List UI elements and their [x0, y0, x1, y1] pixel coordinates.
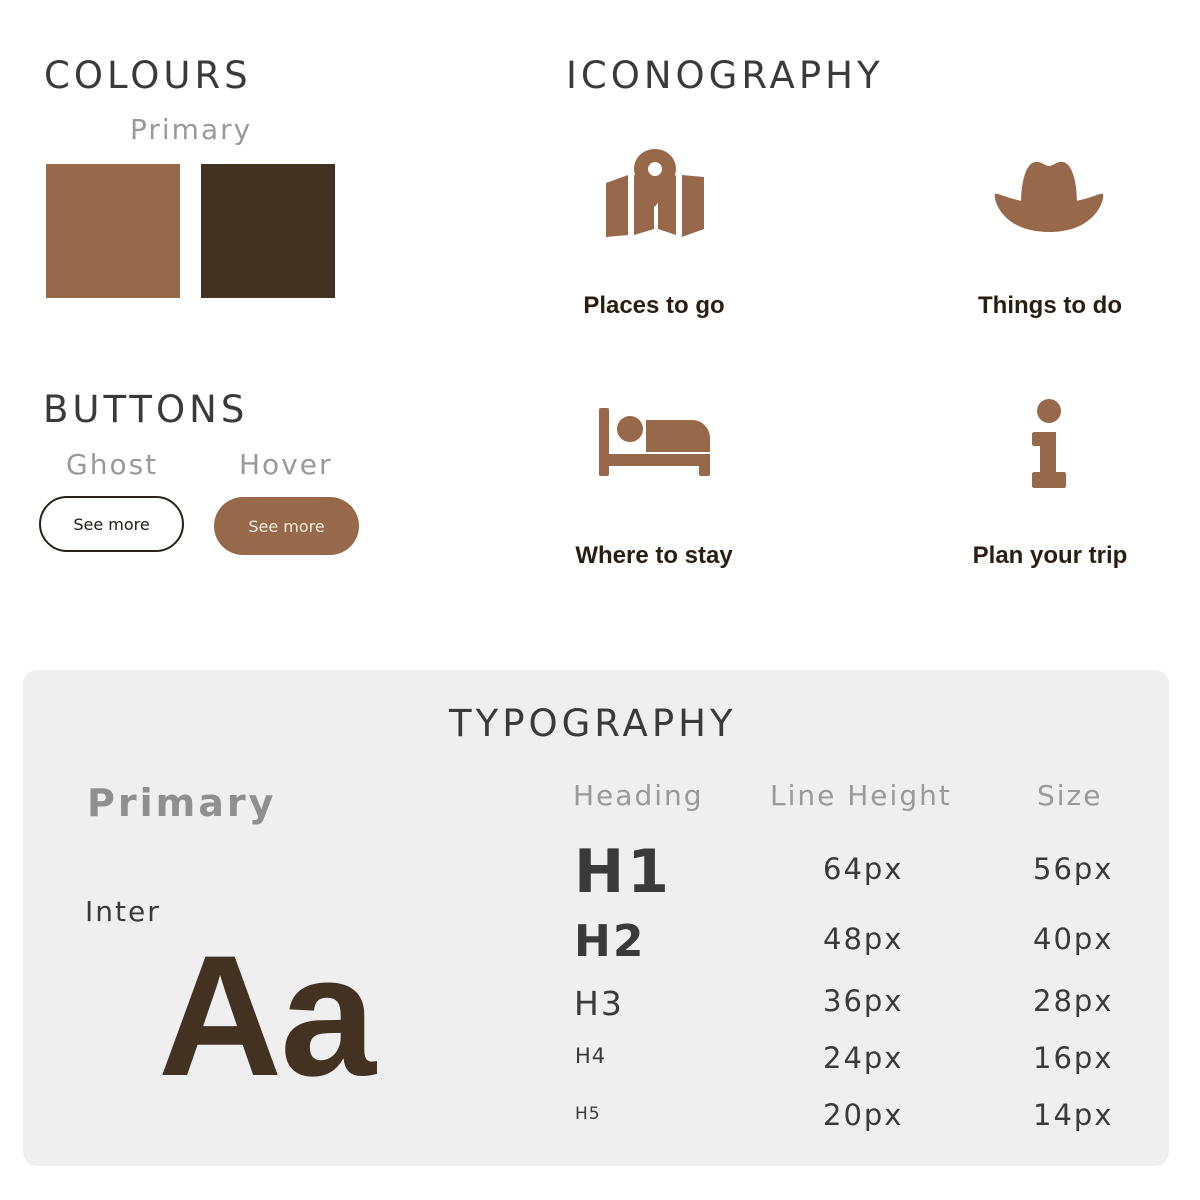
row-h3-heading: H3: [574, 984, 624, 1023]
row-h2-line-height: 48px: [823, 922, 904, 956]
icon-label-stay: Where to stay: [575, 542, 733, 569]
info-icon: [1032, 398, 1066, 488]
row-h4-size: 16px: [1033, 1041, 1114, 1075]
row-h3-size: 28px: [1033, 984, 1114, 1018]
iconography-title: ICONOGRAPHY: [566, 54, 884, 97]
icon-label-plan: Plan your trip: [972, 542, 1128, 569]
font-name: Inter: [85, 895, 161, 928]
font-sample: Aa: [158, 920, 374, 1112]
row-h5-size: 14px: [1033, 1098, 1114, 1132]
row-h2-heading: H2: [574, 916, 646, 967]
row-h1-size: 56px: [1033, 852, 1114, 886]
ghost-see-more-button[interactable]: See more: [39, 496, 184, 552]
map-pin-icon: [604, 149, 706, 239]
col-size: Size: [1037, 779, 1103, 812]
row-h5-heading: H5: [575, 1104, 601, 1124]
row-h1-line-height: 64px: [823, 852, 904, 886]
row-h2-size: 40px: [1033, 922, 1114, 956]
icon-label-places: Places to go: [583, 292, 725, 319]
row-h3-line-height: 36px: [823, 984, 904, 1018]
col-line-height: Line Height: [770, 779, 952, 812]
icon-label-things: Things to do: [978, 292, 1122, 319]
col-heading: Heading: [573, 779, 704, 812]
buttons-title: BUTTONS: [43, 388, 249, 431]
row-h4-line-height: 24px: [823, 1041, 904, 1075]
ghost-label: Ghost: [66, 448, 159, 481]
primary-swatch-dark: [201, 164, 335, 298]
row-h4-heading: H4: [575, 1044, 607, 1068]
hover-label: Hover: [239, 448, 333, 481]
colours-primary-label: Primary: [130, 113, 253, 146]
cowboy-hat-icon: [993, 160, 1105, 233]
row-h5-line-height: 20px: [823, 1098, 904, 1132]
hover-see-more-button[interactable]: See more: [214, 497, 359, 555]
bed-icon: [598, 408, 710, 478]
colours-title: COLOURS: [44, 54, 252, 97]
row-h1-heading: H1: [574, 837, 672, 907]
typography-title: TYPOGRAPHY: [449, 702, 737, 745]
primary-swatch-light: [46, 164, 180, 298]
typography-primary-label: Primary: [87, 781, 277, 825]
